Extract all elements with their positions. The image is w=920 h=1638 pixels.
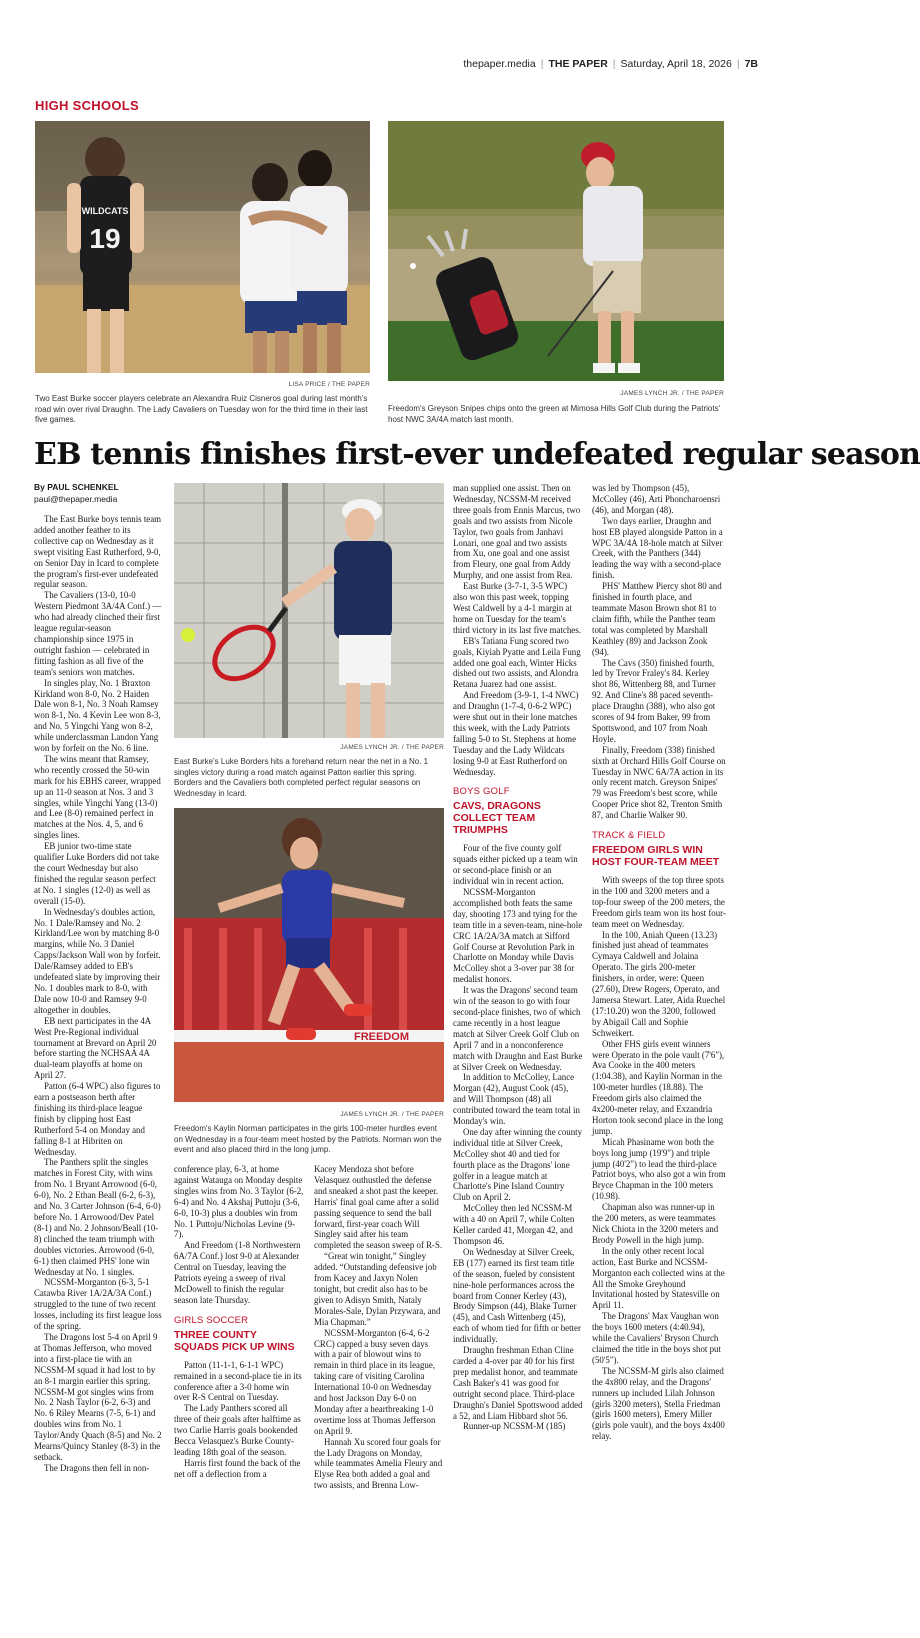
paragraph: EB next participates in the 4A West Pre-Regional individual tournament at Brevard on April 20 before starting the NCHSAA 4A dual-team playoffs at home on April 27. xyxy=(34,1015,157,1081)
paragraph: man supplied one assist. Then on Wednesday, NCSSM-M received three goals from Ennis Marcus, two goals and two assists from Nicole Taylor, two goals from Janhavi Lonari, one goal and two assists from Xu, one goal and one assist from Fleury, one goal from Addy Murphy, and one assist from Rea. xyxy=(453,483,581,581)
paragraph: Four of the five county golf squads either picked up a team win or second-place finish or an individual win in recent action. xyxy=(453,843,578,887)
paragraph: One day after winning the county individual title at Silver Creek, McColley shot 40 and tied for fourth place as the Dragons' lone golfer in a league match at Charlotte's Pine Island Country Club on April 2. xyxy=(453,1126,583,1203)
paragraph: The Cavs (350) finished fourth, led by Trevor Fraley's 84. Kerley shot 86, Wittenberg 88, and Turner 92. And Cline's 88 paced seventh-place Draughn (388), who also got scores of 94 from Baker, 99 from Spottswood, and 107 from Noah Hoyle. xyxy=(592,657,716,744)
paragraph: The Panthers split the singles matches in Forest City, with wins from No. 1 Bryant Arrowood (6-0, 6-0), No. 2 Ethan Beall (6-2, 6-3), and No. 3 Carter Johnson (6-4, 6-0) before No. 1 Arrowood/Dev Patel (8-1) and No. 2 Johnson/Beall (10-8) clinched the team triumph with doubles victories. Arrowood (6-0, 6-1) then claimed PHS' lone win Wednesday at No. 1 singles. xyxy=(34,1157,161,1277)
masthead-date: Saturday, April 18, 2026 xyxy=(620,58,732,70)
subsection-head: FREEDOM GIRLS WIN HOST FOUR-TEAM MEET xyxy=(592,844,720,868)
paragraph: With sweeps of the top three spots in the 100 and 3200 meters and a top-four sweep of the 200 meters, the Freedom girls team won its host four-team meet on Wednesday. xyxy=(592,875,726,929)
photo3-caption: East Burke's Luke Borders hits a forehand return near the net in a No. 1 singles victory during a road match against Patton earlier this spring. Borders and the Cavaliers both completed perfect regular seasons on Wednesday in Icard. xyxy=(174,757,429,798)
byline xyxy=(34,481,119,505)
paragraph: Kacey Mendoza shot before Velasquez outhustled the defense and sneaked a shot past the keeper. Harris' final goal came after a solid passing sequence to send the ball forward, first-year coach Will Singley said after his team completed the season sweep of R-S. xyxy=(314,1164,443,1251)
paragraph: In the 100, Aniah Queen (13.23) finished just ahead of teammates Cymaya Caldwell and Jolaina Operato. The girls 200-meter finishers, in order, were: Queen (27.60), Drew Rogers, Operato, and Jamersa Stewart. Later, Aida Ruechel (17:10.20) won the 3200, followed by Abigail Call and Sophie Schweikert. xyxy=(592,929,726,1038)
paragraph: NCSSM-Morganton (6-4, 6-2 CRC) capped a busy seven days with a pair of blowout wins to remain in third place in its league, taking care of visiting Carolina International 10-0 on Wednesday and host Jackson Day 6-0 on Monday after a heartbreaking 1-0 overtime loss at Thomas Jefferson on April 9. xyxy=(314,1327,436,1436)
paragraph: Micah Phasiname won both the boys long jump (19'9") and triple jump (40'2") to lead the third-place Patriot boys, who also got a win from Bryce Chapman in the 100 meters (10.98). xyxy=(592,1136,726,1202)
byline-name: By PAUL SCHENKEL xyxy=(34,482,119,492)
paragraph: In singles play, No. 1 Braxton Kirkland won 8-0, No. 2 Haiden Dale won 8-1, No. 3 Noah Ramsey won 8-1, No. 4 Kevin Lee won 8-3, and No. 5 Yingchi Yang won 8-2, while underclassman Landon Yang won by forfeit on the No. 6 line. xyxy=(34,677,161,754)
photo3-credit: JAMES LYNCH JR. / THE PAPER xyxy=(340,744,444,751)
golf-photo-image xyxy=(388,121,724,381)
subsection-head: CAVS, DRAGONS COLLECT TEAM TRIUMPHS xyxy=(453,800,541,837)
masthead-page: 7B xyxy=(744,58,758,70)
subsection-kicker: GIRLS SOCCER xyxy=(174,1314,249,1326)
paragraph: In Wednesday's doubles action, No. 1 Dale/Ramsey and No. 2 Kirkland/Lee won by matching 8-0 margins, while No. 3 Daniel Capps/Jackson Wall won by forfeit. Dale/Ramsey added to EB's undefeated slate by improving their No. 1 doubles mark to 8-0, with Dale now 10-0 and Ramsey 9-0 altogether in doubles. xyxy=(34,906,161,1015)
subsection-kicker: BOYS GOLF xyxy=(453,786,510,798)
masthead: thepaper.media | THE PAPER | Saturday, April 18, 2026 | 7B xyxy=(463,58,758,70)
paragraph: In addition to McColley, Lance Morgan (42), August Cook (45), and Will Thompson (48) all contributed toward the team total in Monday's win. xyxy=(453,1072,580,1127)
paragraph: PHS' Matthew Piercy shot 80 and finished in fourth place, and teammate Mason Brown shot 81 to claim fifth, while the Panther team total was completed by Marshall Keathley (89) and Jackson Zook (94). xyxy=(592,581,722,657)
photo4-credit: JAMES LYNCH JR. / THE PAPER xyxy=(340,1111,444,1118)
paragraph: EB junior two-time state qualifier Luke Borders did not take the court Wednesday but also finished the regular season perfect at No. 1 singles (12-0) as well as overall (15-0). xyxy=(34,841,159,906)
paragraph: On Wednesday at Silver Creek, EB (177) earned its first team title of the season, fueled by consistent nine-hole performances across the board from Conner Kerley (43), Brody Simpson (44), Blake Turner (45), and Cash Wittenberg (45), each of whom tied for fifth or better individually. xyxy=(453,1246,581,1345)
paragraph: The Dragons then fell in non- xyxy=(44,1462,150,1473)
section-label: HIGH SCHOOLS xyxy=(35,98,139,113)
article-column-1 xyxy=(34,514,162,1474)
jersey-number: 19 xyxy=(89,223,121,254)
paragraph: Chapman also was runner-up in the 200 meters, as were teammates Nick Chiota in the 3200 meters and Brody Powell in the high jump. xyxy=(592,1202,719,1245)
byline-email[interactable]: paul@thepaper.media xyxy=(34,494,118,504)
paragraph: East Burke (3-7-1, 3-5 WPC) also won this past week, topping West Caldwell by a 4-1 margin at home on Tuesday for the team's third victory in its last five matches. xyxy=(453,581,581,635)
subsection-head: THREE COUNTY SQUADS PICK UP WINS xyxy=(174,1328,295,1353)
paragraph: NCSSM-Morganton (6-3, 5-1 Catawba River 1A/2A/3A Conf.) struggled to the tune of two recent losses, including its first league loss of the spring. xyxy=(34,1277,162,1332)
photo2-credit: JAMES LYNCH JR. / THE PAPER xyxy=(620,390,724,397)
photo4-caption: Freedom's Kaylin Norman participates in the girls 100-meter hurdles event on Wednesday in a four-team meet hosted by the Patriots. Norman won the event and also placed third in the long jump. xyxy=(174,1124,442,1154)
paragraph: EB's Tatiana Fung scored two goals, Kiyiah Pyatte and Leila Fung added one goal each, Winter Hicks dished out two assists, and Alondra Retana Juarez had one assist. xyxy=(453,635,581,690)
paragraph: NCSSM-Morganton accomplished both feats the same day, shooting 173 and tying for the team title in a seven-team, nine-hole CRC 1A/2A/3A match at Sifford Golf Course at Revolution Park in Charlotte on Monday while Davis McColley shot a 3-over par 38 for medalist honors. xyxy=(453,887,583,985)
masthead-paper: THE PAPER xyxy=(548,58,608,70)
article-headline: EB tennis finishes first-ever undefeated regular season xyxy=(34,437,920,472)
tennis-photo-image xyxy=(174,483,444,738)
paragraph: Draughn freshman Ethan Cline carded a 4-over par 40 for his first prep medalist honor, and teammate Cash Baker's 41 was good for outright second place. Third-place Draughn's Daniel Spottswood added a 52, and Liam Hibbard shot 56. xyxy=(453,1345,583,1421)
paragraph: The Dragons' Max Vaughan won the boys 1600 meters (4:40.94), while the Cavaliers' Bryson Church claimed the title in the boys shot put (50'5"). xyxy=(592,1311,721,1365)
banner-text: FREEDOM xyxy=(354,1031,409,1043)
paragraph: was led by Thompson (45), McColley (46), Arti Phoncharoensri (46), and Morgan (48). xyxy=(592,483,721,515)
paragraph: It was the Dragons' second team win of the season to go with four second-place finishes, two of which came recently in a host league match at Silver Creek Golf Club on April 7 and in a nonconference match with Draughn and East Burke at Silver Creek on Wednesday. xyxy=(453,985,583,1072)
photo-soccer xyxy=(35,121,370,373)
paragraph: conference play, 6-3, at home against Watauga on Monday despite singles wins from No. 3 Taylor (6-2, 6-4) and No. 4 Akshaj Puttoju (3-6, 6-0, 10-3) plus a doubles win from No. 1 Puttoju/Nicholas Levine (9-7). xyxy=(174,1164,304,1240)
paragraph: McColley then led NCSSM-M with a 40 on April 7, while Colten Keller carded 41, Morgan 42, and Thompson 46. xyxy=(453,1203,575,1246)
article-column-3 xyxy=(314,1164,444,1491)
photo1-credit: LISA PRICE / THE PAPER xyxy=(288,381,370,388)
paragraph: The NCSSM-M girls also claimed the 4x800 relay, and the Dragons' runners up included Lilah Johnson (girls 3200 meters), Stella Friedman (girls 1600 meters), Emery Miller (girls pole vault), and the boys 4x400 relay. xyxy=(592,1365,725,1442)
paragraph: And Freedom (3-9-1, 1-4 NWC) and Draughn (1-7-4, 0-6-2 WPC) were shut out in their lone matches this week, with the Lady Patriots falling 5-0 to St. Stephens at home Tuesday and the Lady Wildcats losing 9-0 at East Rutherford on Wednesday. xyxy=(453,690,579,777)
paragraph: Two days earlier, Draughn and host EB played alongside Patton in a WPC 3A/4A 18-hole match at Silver Creek, with the Panthers (344) leading the way with a second-place finish. xyxy=(592,515,723,581)
paragraph: Runner-up NCSSM-M (185) xyxy=(463,1421,566,1432)
paragraph: The Lady Panthers scored all three of their goals after halftime as two Carlie Harris goals bookended Becca Velasquez's Burke County-leading 18th goal of the season. xyxy=(174,1403,301,1457)
masthead-site[interactable]: thepaper.media xyxy=(463,58,536,70)
paragraph: The wins meant that Ramsey, who recently crossed the 50-win mark for his EBHS career, wrapped up an 11-0 season at Nos. 3 and 3 singles, while Yingchi Yang (13-0) and Lee (8-0) remained perfect in matches at the Nos. 4, 5, and 6 singles lines. xyxy=(34,753,161,841)
paragraph: Other FHS girls event winners were Operato in the pole vault (7'6"), Ava Cooke in the 400 meters (1:04.38), and Kaylin Norman in the 100-meter hurdles (18.88). The Freedom girls also claimed the 4x200-meter relay, and Exzandria Horton took second place in the long jump. xyxy=(592,1038,725,1136)
paragraph: Patton (11-1-1, 6-1-1 WPC) remained in a second-place tie in its conference after a 3-0 home win over R-S Central on Tuesday. xyxy=(174,1359,302,1403)
hurdles-photo-image xyxy=(174,808,444,1102)
paragraph: In the only other recent local action, East Burke and NCSSM-Morganton each collected wins at the All the Smoke Greyhound Invitational hosted by Statesville on April 11. xyxy=(592,1245,725,1311)
jersey-text: WILDCATS xyxy=(81,206,129,216)
paragraph: And Freedom (1-8 Northwestern 6A/7A Conf.) lost 9-0 at Alexander Central on Tuesday, leaving the Patriots eyeing a sweep of rival McDowell to finish the regular season late Thursday. xyxy=(174,1240,301,1305)
paragraph: Finally, Freedom (338) finished sixth at Orchard Hills Golf Course on Tuesday in NWC 6A/7A action in its only recent match. Greyson Snipes' 79 was Freedom's best score, while Cooper Price shot 82, Trenton Smith 87, and Charlie Walker 90. xyxy=(592,744,726,821)
paragraph: Patton (6-4 WPC) also figures to earn a postseason berth after finishing its third-place league finish by clipping host East Rutherford 5-4 on Monday and falling 8-1 at Hibriten on Wednesday. xyxy=(34,1081,161,1157)
paragraph: Hannah Xu scored four goals for the Lady Dragons on Monday, while teammates Amelia Fleury and Elyse Rea both added a goal and two assists, and Brenna Low- xyxy=(314,1436,443,1491)
article-column-2 xyxy=(174,1164,304,1480)
article-column-5 xyxy=(592,483,726,1442)
photo1-caption: Two East Burke soccer players celebrate an Alexandra Ruiz Cisneros goal during last month's road win over rival Draughn. The Lady Cavaliers on Tuesday won for the third time in their last five games. xyxy=(35,394,368,424)
soccer-photo-image xyxy=(35,121,370,373)
photo-golf xyxy=(388,121,724,381)
photo-tennis xyxy=(174,483,444,738)
photo2-caption: Freedom's Greyson Snipes chips onto the green at Mimosa Hills Golf Club during the Patriots' host NWC 3A/4A match last month. xyxy=(388,404,721,424)
paragraph: The East Burke boys tennis team added another feather to its collective cap on Wednesday as it swept visiting East Rutherford, 9-0, on Senior Day in Icard to complete the program's first-ever undefeated regular season. xyxy=(34,514,162,590)
photo-hurdles xyxy=(174,808,444,1102)
paragraph: “Great win tonight,” Singley added. “Outstanding defensive job from Kacey and Jaxyn Nolen tonight, but credit also has to be given to Adisyn Smith, Nataly Morales-Sale, Dylan Przywara, and Mia Chapman.” xyxy=(314,1251,441,1327)
subsection-kicker: TRACK & FIELD xyxy=(592,830,666,842)
paragraph: Harris first found the back of the net off a deflection from a xyxy=(174,1457,301,1479)
article-column-4 xyxy=(453,483,583,1432)
paragraph: The Cavaliers (13-0, 10-0 Western Piedmont 3A/4A Conf.) — who had already clinched their first league regular-season championship since 1975 in outright fashion — celebrated in fitting fashion as all five of the team's seniors won matches. xyxy=(34,590,162,677)
paragraph: The Dragons lost 5-4 on April 9 at Thomas Jefferson, who moved into a first-place tie with an NCSSM-M squad it had lost to by an 8-1 margin earlier this spring. NCSSM-M got singles wins from No. 2 Nash Taylor (6-2, 6-3) and No. 6 Riley Mearns (7-5, 6-1) and doubles wins from No. 1 Taylor/Andy Quach (8-5) and No. 2 Mearns/Quincy Stanley (8-3) in the setback. xyxy=(34,1331,162,1462)
